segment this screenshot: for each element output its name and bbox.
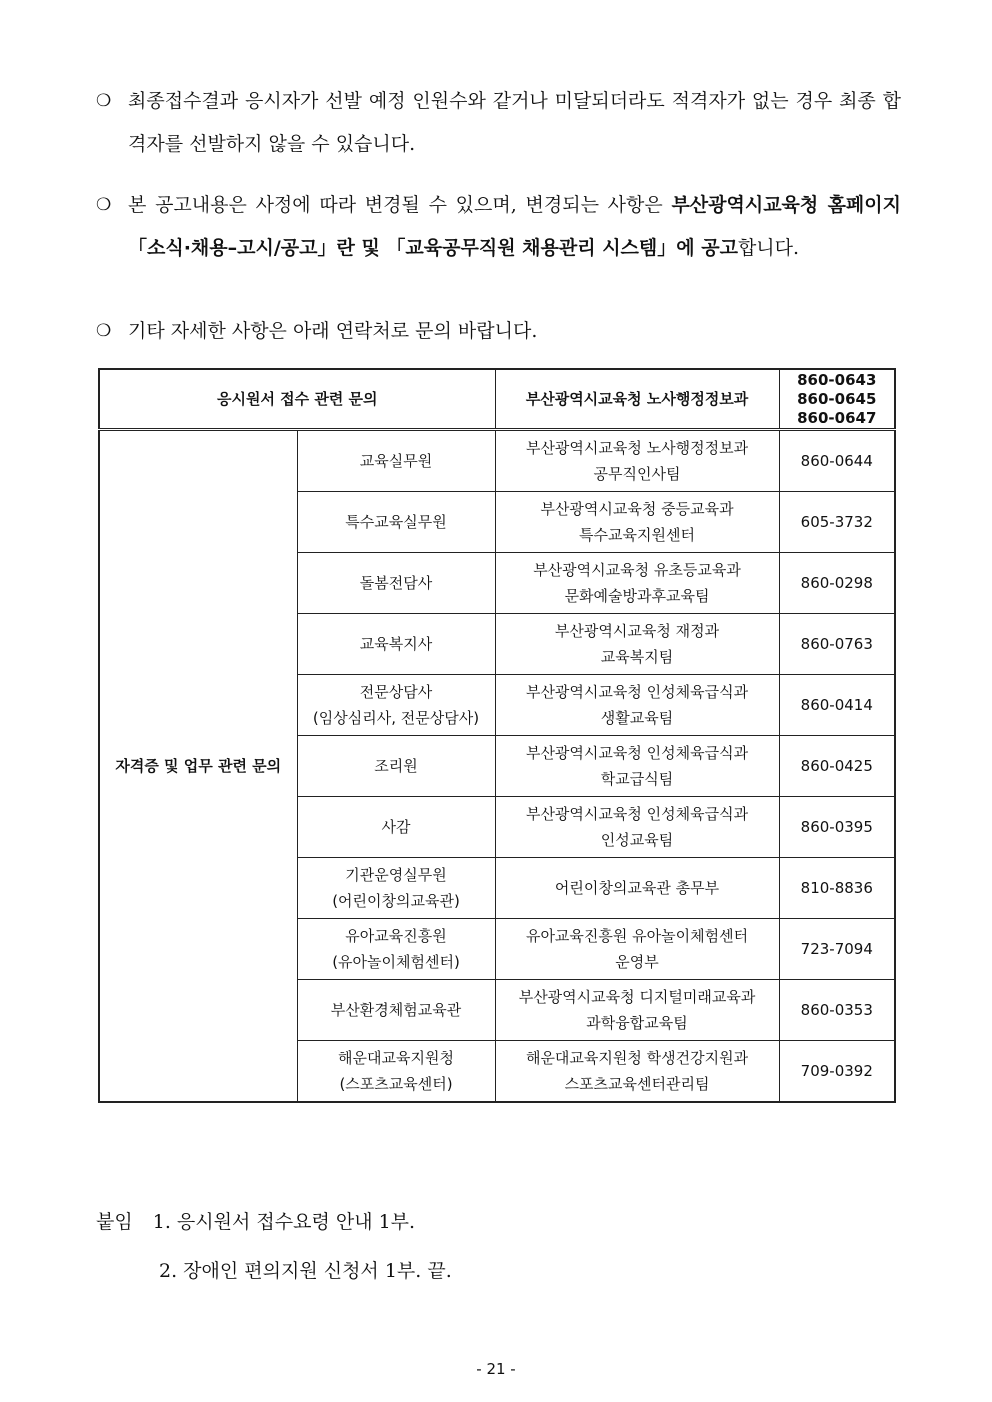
dept-name: 부산광역시교육청 인성체육급식과 [525,805,749,823]
job-title: 특수교육실무원 [345,513,447,531]
contact-table [98,368,896,1103]
header-phones [779,369,895,430]
job-cell [297,736,495,797]
notice-paragraph-contact [96,310,901,353]
job-title: 유아교육진흥원 [345,927,447,945]
group-label: 자격증 및 업무 관련 문의 [99,430,297,1103]
paragraph-text-tail: 합니다. [737,237,800,259]
job-title: 해운대교육지원청 [338,1049,454,1067]
dept-name: 해운대교육지원청 학생건강지원과 [525,1049,749,1067]
dept-team: 공무직인사팀 [593,465,681,483]
attachments [96,1208,415,1236]
phone-cell: 860-0763 [779,614,895,675]
header-dept: 부산광역시교육청 노사행정정보과 [495,369,779,430]
job-title: 부산환경체험교육관 [330,1001,462,1019]
dept-name: 부산광역시교육청 인성체육급식과 [525,683,749,701]
circle-bullet-icon: ❍ [96,91,112,111]
job-cell [297,492,495,553]
dept-name: 부산광역시교육청 노사행정정보과 [525,439,749,457]
dept-cell [495,919,779,980]
job-subtitle: (어린이창의교육관) [332,892,460,910]
notice-paragraph-changes [96,184,901,270]
phone-cell: 860-0298 [779,553,895,614]
dept-name: 어린이창의교육관 총무부 [554,879,720,897]
dept-cell [495,797,779,858]
header-phone: 860-0647 [797,408,877,427]
dept-team: 학교급식팀 [600,770,674,788]
circle-bullet-icon: ❍ [96,321,112,341]
dept-name: 부산광역시교육청 디지털미래교육과 [518,988,756,1006]
paragraph-text-lead: 본 공고내용은 사정에 따라 변경될 수 있으며, 변경되는 사항은 [128,194,672,216]
job-title: 조리원 [374,757,418,775]
phone-cell: 860-0425 [779,736,895,797]
job-cell [297,797,495,858]
job-cell [297,1041,495,1103]
paragraph-text [96,184,901,270]
job-cell [297,919,495,980]
dept-cell [495,675,779,736]
header-application-inquiry: 응시원서 접수 관련 문의 [99,369,495,430]
dept-cell [495,858,779,919]
attachments-second [159,1257,452,1285]
table-header-row [99,369,895,430]
dept-team: 특수교육지원센터 [579,526,695,544]
attachment-item: 1. 응시원서 접수요령 안내 1부. [152,1211,416,1233]
paragraph-text: 최종접수결과 응시자가 선발 예정 인원수와 같거나 미달되더라도 적격자가 없는 경우 최종 합격자를 선발하지 않을 수 있습니다. [128,90,901,155]
dept-cell [495,980,779,1041]
job-cell [297,553,495,614]
dept-team: 생활교육팀 [600,709,674,727]
dept-name: 부산광역시교육청 중등교육과 [540,500,734,518]
phone-cell: 709-0392 [779,1041,895,1103]
job-cell [297,980,495,1041]
paragraph-text: 기타 자세한 사항은 아래 연락처로 문의 바랍니다. [128,320,538,342]
job-cell [297,675,495,736]
job-cell [297,614,495,675]
dept-cell [495,430,779,492]
dept-name: 부산광역시교육청 유초등교육과 [533,561,741,579]
dept-team: 인성교육팀 [600,831,674,849]
job-title: 전문상담사 [359,683,433,701]
circle-bullet-icon: ❍ [96,195,112,215]
phone-cell: 860-0414 [779,675,895,736]
phone-cell: 860-0353 [779,980,895,1041]
job-title: 교육실무원 [359,452,433,470]
job-title: 돌봄전담사 [359,574,433,592]
phone-cell: 723-7094 [779,919,895,980]
dept-team: 교육복지팀 [600,648,674,666]
job-cell [297,430,495,492]
job-subtitle: (스포츠교육센터) [339,1075,453,1093]
phone-cell: 860-0644 [779,430,895,492]
dept-team: 운영부 [615,953,659,971]
job-title: 기관운영실무원 [345,866,447,884]
dept-cell [495,492,779,553]
phone-cell: 810-8836 [779,858,895,919]
page-number: - 21 - [476,1360,516,1378]
phone-cell: 860-0395 [779,797,895,858]
dept-team: 과학융합교육팀 [586,1014,688,1032]
paragraph-text-bold: 부산광역시교육청 홈페이지 「소식·채용–고시/공고」란 및 「교육공무직원 채용관리 시스템」에 공고 [128,194,901,259]
dept-name: 유아교육진흥원 유아놀이체험센터 [525,927,749,945]
dept-cell [495,553,779,614]
dept-name: 부산광역시교육청 인성체육급식과 [525,744,749,762]
job-cell [297,858,495,919]
job-title: 교육복지사 [359,635,433,653]
phone-cell: 605-3732 [779,492,895,553]
job-subtitle: (임상심리사, 전문상담사) [312,709,480,727]
dept-cell [495,1041,779,1103]
header-phone: 860-0645 [797,389,877,408]
job-title: 사감 [381,818,411,836]
header-phone: 860-0643 [797,370,877,389]
dept-cell [495,614,779,675]
dept-team: 문화예술방과후교육팀 [564,587,710,605]
attachments-label: 붙임 [96,1211,133,1233]
dept-name: 부산광역시교육청 재정과 [554,622,720,640]
dept-cell [495,736,779,797]
dept-team: 스포츠교육센터관리팀 [564,1075,710,1093]
attachment-item: 2. 장애인 편의지원 신청서 1부. 끝. [159,1260,452,1282]
table-row [99,430,895,492]
job-subtitle: (유아놀이체험센터) [332,953,460,971]
notice-paragraph-final-selection [96,80,901,166]
